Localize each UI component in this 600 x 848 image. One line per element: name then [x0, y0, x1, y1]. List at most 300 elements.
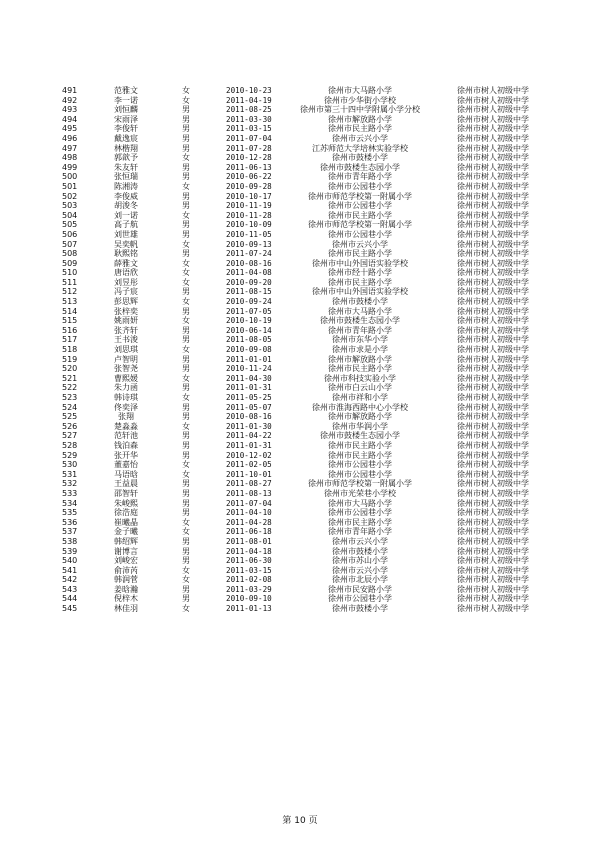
row-number: 493	[62, 105, 78, 115]
row-number: 494	[62, 114, 78, 124]
primary-school: 徐州市华润小学	[332, 421, 388, 431]
table-row	[0, 201, 600, 211]
table-row	[0, 316, 600, 326]
birth-date: 2011-02-05	[226, 460, 272, 470]
student-name: 冯子宸	[114, 287, 138, 297]
gender: 男	[182, 287, 190, 297]
gender: 女	[182, 345, 190, 355]
row-number: 516	[62, 325, 78, 335]
primary-school: 徐州市第三十四中学附属小学分校	[300, 105, 420, 115]
assigned-school: 徐州市树人初级中学	[457, 488, 529, 498]
student-name: 谢博言	[114, 546, 138, 556]
table-row	[0, 230, 600, 240]
student-name: 卢智明	[114, 354, 138, 364]
gender: 男	[182, 114, 190, 124]
student-name: 曹熙媛	[114, 373, 138, 383]
gender: 女	[182, 258, 190, 268]
primary-school: 徐州市鼓楼小学	[332, 153, 388, 163]
student-name: 倪梓木	[114, 594, 138, 604]
gender: 女	[182, 373, 190, 383]
row-number: 538	[62, 536, 78, 546]
birth-date: 2011-03-15	[226, 565, 272, 575]
student-name: 范轩池	[114, 431, 138, 441]
gender: 男	[182, 191, 190, 201]
gender: 女	[182, 527, 190, 537]
primary-school: 徐州市民主路小学	[328, 450, 392, 460]
birth-date: 2011-08-15	[226, 287, 272, 297]
birth-date: 2010-11-24	[226, 364, 272, 374]
row-number: 540	[62, 556, 78, 566]
assigned-school: 徐州市树人初级中学	[457, 373, 529, 383]
row-number: 541	[62, 565, 78, 575]
assigned-school: 徐州市树人初级中学	[457, 162, 529, 172]
row-number: 505	[62, 220, 78, 230]
row-number: 545	[62, 604, 78, 614]
student-name: 邵智轩	[114, 488, 138, 498]
table-row	[0, 192, 600, 202]
primary-school: 徐州市经十路小学	[328, 268, 392, 278]
gender: 男	[182, 172, 190, 182]
table-row	[0, 134, 600, 144]
table-row	[0, 287, 600, 297]
table-row	[0, 431, 600, 441]
table-row	[0, 364, 600, 374]
primary-school: 徐州市云兴小学	[332, 133, 388, 143]
assigned-school: 徐州市树人初级中学	[457, 412, 529, 422]
birth-date: 2011-07-04	[226, 133, 272, 143]
assigned-school: 徐州市树人初级中学	[457, 191, 529, 201]
assigned-school: 徐州市树人初级中学	[457, 239, 529, 249]
gender: 女	[182, 469, 190, 479]
row-number: 533	[62, 488, 78, 498]
gender: 男	[182, 335, 190, 345]
birth-date: 2011-04-28	[226, 517, 272, 527]
row-number: 536	[62, 517, 78, 527]
gender: 女	[182, 575, 190, 585]
student-name: 王益晨	[114, 479, 138, 489]
row-number: 501	[62, 181, 78, 191]
row-number: 503	[62, 201, 78, 211]
table-row	[0, 441, 600, 451]
primary-school: 徐州市民主路小学	[328, 440, 392, 450]
student-name: 张开华	[114, 450, 138, 460]
assigned-school: 徐州市树人初级中学	[457, 517, 529, 527]
primary-school: 徐州市祥和小学	[332, 393, 388, 402]
row-number: 506	[62, 229, 78, 239]
gender: 女	[182, 297, 190, 307]
student-name: 李俊轩	[114, 124, 138, 134]
table-row	[0, 374, 600, 384]
assigned-school: 徐州市树人初级中学	[457, 556, 529, 566]
student-name: 张齐轩	[114, 325, 138, 335]
assigned-school: 徐州市树人初级中学	[457, 143, 529, 153]
table-row	[0, 556, 600, 566]
assigned-school: 徐州市树人初级中学	[457, 105, 529, 115]
birth-date: 2011-02-08	[226, 575, 272, 585]
primary-school: 徐州市民主路小学	[328, 124, 392, 134]
student-name: 王书浚	[114, 335, 138, 345]
row-number: 514	[62, 306, 78, 316]
gender: 女	[182, 181, 190, 191]
birth-date: 2011-10-01	[226, 469, 272, 479]
primary-school: 徐州市公园巷小学	[328, 460, 392, 470]
student-name: 宋雨泽	[114, 114, 138, 124]
student-name: 刘世雄	[114, 229, 138, 239]
row-number: 520	[62, 364, 78, 374]
student-name: 李俊威	[114, 191, 138, 201]
assigned-school: 徐州市树人初级中学	[457, 479, 529, 489]
table-row	[0, 470, 600, 480]
birth-date: 2011-07-24	[226, 249, 272, 259]
primary-school: 徐州市公园巷小学	[328, 229, 392, 239]
student-name: 朱峻熙	[114, 498, 138, 508]
gender: 男	[182, 488, 190, 498]
birth-date: 2011-08-01	[226, 536, 272, 546]
table-row	[0, 566, 600, 576]
primary-school: 徐州市云兴小学	[332, 536, 388, 546]
row-number: 499	[62, 162, 78, 172]
student-name: 刘峻宏	[114, 556, 138, 566]
assigned-school: 徐州市树人初级中学	[457, 469, 529, 479]
row-number: 507	[62, 239, 78, 249]
table-row	[0, 537, 600, 547]
row-number: 543	[62, 584, 78, 594]
birth-date: 2011-08-13	[226, 488, 272, 498]
primary-school: 徐州市鼓楼小学	[332, 604, 388, 614]
student-name: 马语晗	[114, 469, 138, 479]
student-name: 朱力函	[114, 383, 138, 393]
row-number: 528	[62, 440, 78, 450]
student-name: 薛雅文	[114, 258, 138, 268]
student-name: 姜晗瀚	[114, 584, 138, 594]
birth-date: 2011-08-05	[226, 335, 272, 345]
birth-date: 2010-10-23	[226, 86, 272, 95]
assigned-school: 徐州市树人初级中学	[457, 565, 529, 575]
assigned-school: 徐州市树人初级中学	[457, 277, 529, 287]
gender: 男	[182, 143, 190, 153]
assigned-school: 徐州市树人初级中学	[457, 450, 529, 460]
gender: 女	[182, 210, 190, 220]
primary-school: 徐州市鼓楼小学	[332, 546, 388, 556]
birth-date: 2011-03-29	[226, 584, 272, 594]
gender: 男	[182, 508, 190, 518]
student-name: 金子曦	[114, 527, 138, 537]
student-name: 朱友轩	[114, 162, 138, 172]
row-number: 504	[62, 210, 78, 220]
assigned-school: 徐州市树人初级中学	[457, 584, 529, 594]
birth-date: 2011-06-18	[226, 527, 272, 537]
table-row	[0, 451, 600, 461]
birth-date: 2011-08-25	[226, 105, 272, 115]
primary-school: 徐州市苏山小学	[332, 556, 388, 566]
student-name: 董嘉怡	[114, 460, 138, 470]
assigned-school: 徐州市树人初级中学	[457, 393, 529, 402]
student-name: 姚雨妍	[114, 316, 138, 326]
gender: 男	[182, 325, 190, 335]
row-number: 495	[62, 124, 78, 134]
table-row	[0, 297, 600, 307]
assigned-school: 徐州市树人初级中学	[457, 575, 529, 585]
student-name: 吴奕帆	[114, 239, 138, 249]
primary-school: 徐州市大马路小学	[328, 306, 392, 316]
row-number: 542	[62, 575, 78, 585]
table-row	[0, 105, 600, 115]
assigned-school: 徐州市树人初级中学	[457, 508, 529, 518]
student-name: 彭思辉	[114, 297, 138, 307]
row-number: 513	[62, 297, 78, 307]
birth-date: 2010-11-05	[226, 229, 272, 239]
primary-school: 徐州市中山外国语实验学校	[312, 258, 408, 268]
assigned-school: 徐州市树人初级中学	[457, 421, 529, 431]
student-name: 张翔	[118, 412, 134, 422]
table-row	[0, 326, 600, 336]
gender: 男	[182, 479, 190, 489]
primary-school: 徐州市鼓楼生态园小学	[320, 162, 400, 172]
primary-school: 徐州市民主路小学	[328, 249, 392, 259]
student-name: 张恒瑞	[114, 172, 138, 182]
row-number: 518	[62, 345, 78, 355]
table-row	[0, 383, 600, 393]
gender: 男	[182, 402, 190, 412]
student-name: 陈湘涛	[114, 181, 138, 191]
birth-date: 2011-01-30	[226, 421, 272, 431]
assigned-school: 徐州市树人初级中学	[457, 594, 529, 604]
row-number: 517	[62, 335, 78, 345]
gender: 男	[182, 201, 190, 211]
assigned-school: 徐州市树人初级中学	[457, 440, 529, 450]
assigned-school: 徐州市树人初级中学	[457, 268, 529, 278]
assigned-school: 徐州市树人初级中学	[457, 536, 529, 546]
assigned-school: 徐州市树人初级中学	[457, 316, 529, 326]
primary-school: 徐州市民主路小学	[328, 277, 392, 287]
student-name: 范雅文	[114, 86, 138, 95]
table-row	[0, 220, 600, 230]
table-row	[0, 345, 600, 355]
row-number: 512	[62, 287, 78, 297]
row-number: 523	[62, 393, 78, 402]
assigned-school: 徐州市树人初级中学	[457, 604, 529, 614]
assigned-school: 徐州市树人初级中学	[457, 402, 529, 412]
primary-school: 徐州市淮海西路中心小学校	[312, 402, 408, 412]
birth-date: 2010-12-02	[226, 450, 272, 460]
birth-date: 2010-10-09	[226, 220, 272, 230]
student-name: 刘一诺	[114, 210, 138, 220]
table-row	[0, 393, 600, 403]
row-number: 527	[62, 431, 78, 441]
assigned-school: 徐州市树人初级中学	[457, 354, 529, 364]
primary-school: 徐州市大马路小学	[328, 498, 392, 508]
primary-school: 徐州市鼓楼小学	[332, 297, 388, 307]
row-number: 491	[62, 86, 78, 95]
gender: 男	[182, 594, 190, 604]
birth-date: 2011-04-30	[226, 373, 272, 383]
table-row	[0, 96, 600, 106]
gender: 男	[182, 364, 190, 374]
assigned-school: 徐州市树人初级中学	[457, 249, 529, 259]
gender: 男	[182, 431, 190, 441]
birth-date: 2010-09-10	[226, 594, 272, 604]
primary-school: 徐州市解放路小学	[328, 354, 392, 364]
row-number: 526	[62, 421, 78, 431]
table-row	[0, 268, 600, 278]
table-row	[0, 594, 600, 604]
gender: 女	[182, 393, 190, 402]
gender: 女	[182, 460, 190, 470]
gender: 女	[182, 277, 190, 287]
primary-school: 徐州市解放路小学	[328, 412, 392, 422]
row-number: 532	[62, 479, 78, 489]
student-name: 刘思琪	[114, 345, 138, 355]
table-row	[0, 115, 600, 125]
row-number: 529	[62, 450, 78, 460]
row-number: 496	[62, 133, 78, 143]
primary-school: 徐州市民主路小学	[328, 364, 392, 374]
assigned-school: 徐州市树人初级中学	[457, 306, 529, 316]
student-name: 徐浩庭	[114, 508, 138, 518]
birth-date: 2011-04-08	[226, 268, 272, 278]
assigned-school: 徐州市树人初级中学	[457, 383, 529, 393]
row-number: 544	[62, 594, 78, 604]
primary-school: 徐州市少华街小学校	[324, 95, 396, 105]
primary-school: 徐州市师范学校第一附属小学	[308, 479, 412, 489]
student-name: 郭歆予	[114, 153, 138, 163]
birth-date: 2011-04-19	[226, 95, 272, 105]
row-number: 524	[62, 402, 78, 412]
primary-school: 徐州市青年路小学	[328, 172, 392, 182]
birth-date: 2010-09-28	[226, 181, 272, 191]
assigned-school: 徐州市树人初级中学	[457, 95, 529, 105]
primary-school: 徐州市大马路小学	[328, 86, 392, 95]
assigned-school: 徐州市树人初级中学	[457, 498, 529, 508]
gender: 男	[182, 536, 190, 546]
assigned-school: 徐州市树人初级中学	[457, 229, 529, 239]
page-number: 第 10 页	[282, 816, 318, 826]
student-name: 张梓奕	[114, 306, 138, 316]
row-number: 535	[62, 508, 78, 518]
primary-school: 徐州市民安路小学	[328, 584, 392, 594]
gender: 男	[182, 249, 190, 259]
row-number: 522	[62, 383, 78, 393]
student-name: 钱泊森	[114, 440, 138, 450]
student-name: 韩诗琪	[114, 393, 138, 402]
row-number: 531	[62, 469, 78, 479]
student-name: 刘昱彤	[114, 277, 138, 287]
row-number: 539	[62, 546, 78, 556]
gender: 女	[182, 517, 190, 527]
gender: 女	[182, 316, 190, 326]
primary-school: 徐州市青年路小学	[328, 325, 392, 335]
primary-school: 徐州市公园巷小学	[328, 469, 392, 479]
primary-school: 徐州市青年路小学	[328, 527, 392, 537]
birth-date: 2011-06-13	[226, 162, 272, 172]
birth-date: 2010-09-08	[226, 345, 272, 355]
assigned-school: 徐州市树人初级中学	[457, 258, 529, 268]
assigned-school: 徐州市树人初级中学	[457, 153, 529, 163]
primary-school: 徐州市云兴小学	[332, 239, 388, 249]
table-row	[0, 499, 600, 509]
table-row	[0, 604, 600, 614]
gender: 男	[182, 105, 190, 115]
table-row	[0, 307, 600, 317]
assigned-school: 徐州市树人初级中学	[457, 527, 529, 537]
gender: 男	[182, 412, 190, 422]
primary-school: 徐州市云兴小学	[332, 565, 388, 575]
gender: 女	[182, 95, 190, 105]
student-name: 韩绍辉	[114, 536, 138, 546]
assigned-school: 徐州市树人初级中学	[457, 345, 529, 355]
gender: 男	[182, 584, 190, 594]
birth-date: 2010-06-22	[226, 172, 272, 182]
birth-date: 2010-09-20	[226, 277, 272, 287]
gender: 男	[182, 220, 190, 230]
birth-date: 2011-04-22	[226, 431, 272, 441]
assigned-school: 徐州市树人初级中学	[457, 287, 529, 297]
table-row	[0, 518, 600, 528]
assigned-school: 徐州市树人初级中学	[457, 335, 529, 345]
gender: 女	[182, 268, 190, 278]
primary-school: 徐州市中山外国语实验学校	[312, 287, 408, 297]
gender: 男	[182, 229, 190, 239]
student-name: 崔曦晶	[114, 517, 138, 527]
assigned-school: 徐州市树人初级中学	[457, 297, 529, 307]
table-row	[0, 508, 600, 518]
birth-date: 2010-09-24	[226, 297, 272, 307]
table-row	[0, 460, 600, 470]
birth-date: 2010-08-16	[226, 412, 272, 422]
birth-date: 2011-01-31	[226, 383, 272, 393]
student-name: 韩润菅	[114, 575, 138, 585]
assigned-school: 徐州市树人初级中学	[457, 364, 529, 374]
primary-school: 徐州市公园巷小学	[328, 181, 392, 191]
table-row	[0, 182, 600, 192]
assigned-school: 徐州市树人初级中学	[457, 460, 529, 470]
row-number: 511	[62, 277, 78, 287]
gender: 男	[182, 498, 190, 508]
gender: 男	[182, 124, 190, 134]
assigned-school: 徐州市树人初级中学	[457, 431, 529, 441]
birth-date: 2010-11-28	[226, 210, 272, 220]
table-row	[0, 479, 600, 489]
row-number: 497	[62, 143, 78, 153]
birth-date: 2011-01-01	[226, 354, 272, 364]
primary-school: 徐州市求是小学	[332, 345, 388, 355]
birth-date: 2010-10-17	[226, 191, 272, 201]
row-number: 519	[62, 354, 78, 364]
row-number: 508	[62, 249, 78, 259]
primary-school: 江苏师范大学培林实验学校	[312, 143, 408, 153]
student-name: 林佳羽	[114, 604, 138, 614]
student-table	[0, 86, 600, 614]
table-row	[0, 547, 600, 557]
gender: 女	[182, 86, 190, 95]
birth-date: 2010-09-13	[226, 239, 272, 249]
gender: 男	[182, 133, 190, 143]
table-row	[0, 86, 600, 96]
student-name: 唐语欣	[114, 268, 138, 278]
primary-school: 徐州市师范学校第一附属小学	[308, 191, 412, 201]
row-number: 509	[62, 258, 78, 268]
birth-date: 2011-04-10	[226, 508, 272, 518]
primary-school: 徐州市公园巷小学	[328, 201, 392, 211]
student-name: 佟奕泽	[114, 402, 138, 412]
assigned-school: 徐州市树人初级中学	[457, 220, 529, 230]
gender: 男	[182, 450, 190, 460]
primary-school: 徐州市师范学校第一附属小学	[308, 220, 412, 230]
row-number: 530	[62, 460, 78, 470]
birth-date: 2011-08-27	[226, 479, 272, 489]
birth-date: 2011-07-04	[226, 498, 272, 508]
assigned-school: 徐州市树人初级中学	[457, 181, 529, 191]
